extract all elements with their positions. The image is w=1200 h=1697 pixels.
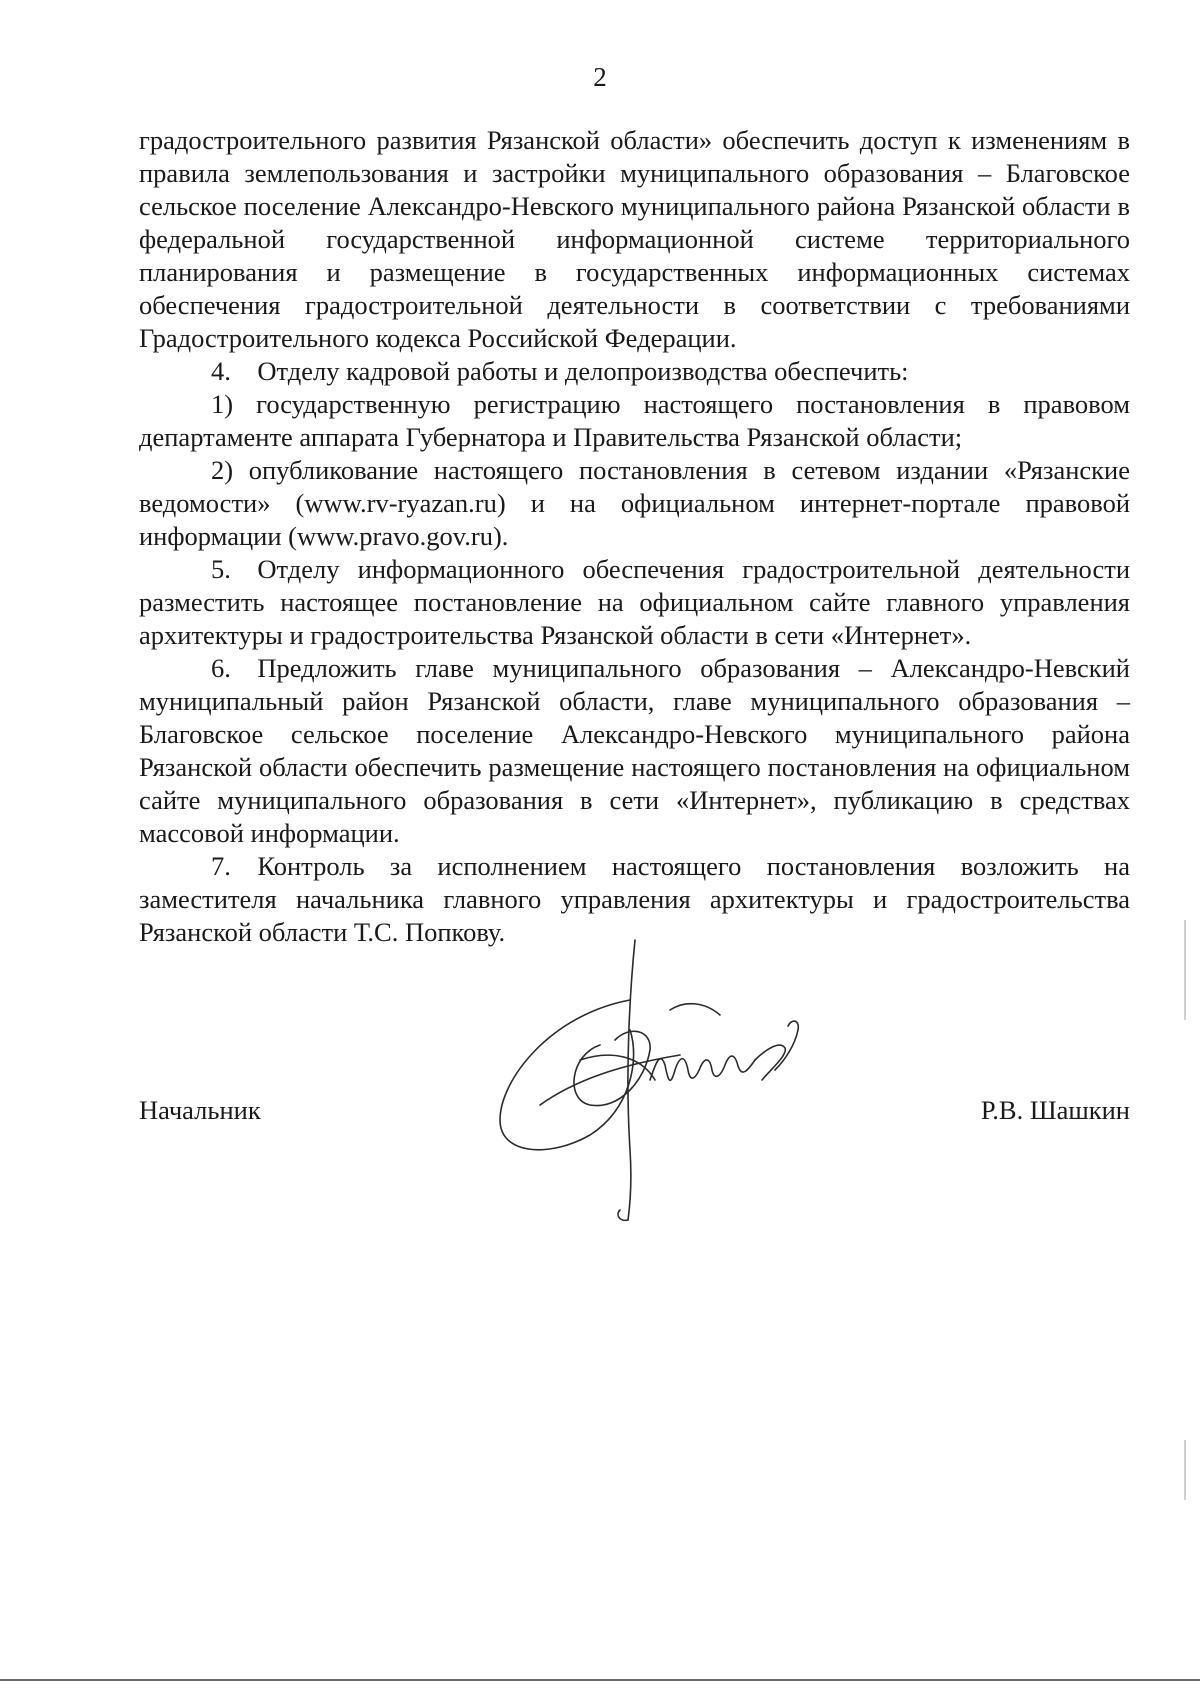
- scan-artifact: [1184, 1440, 1186, 1500]
- signatory-name: Р.В. Шашкин: [980, 1095, 1130, 1125]
- paragraph-item-4: 4. Отделу кадровой работы и делопроизводства обеспечить:: [211, 356, 909, 386]
- paragraph-item-6: 6. Предложить главе муниципального образования – Александро-Невский муниципальный район Рязанской области, главе муниципального образования – Благовское сельское поселение Александро-Невского муниципального района Рязанской области обеспечить размещение настоящего постановления на официальном сайте муниципального образования в сети «Интернет», публикацию в средствах массовой информации.: [139, 653, 1130, 848]
- paragraph-subitem-2: 2) опубликование настоящего постановления в сетевом издании «Рязанские ведомости» (www.rv-ryazan.ru) и на официальном интернет-портале правовой информации (www.pravo.gov.ru).: [139, 455, 1130, 551]
- signatory-title: Начальник: [139, 1095, 261, 1125]
- document-body: [139, 124, 1130, 949]
- paragraph-item-5: 5. Отделу информационного обеспечения градостроительной деятельности разместить настоящее постановление на официальном сайте главного управления архитектуры и градостроительства Рязанской области в сети «Интернет».: [139, 554, 1130, 650]
- scan-bottom-edge: [0, 1679, 1200, 1681]
- paragraph-subitem-1: 1) государственную регистрацию настоящего постановления в правовом департаменте аппарата Губернатора и Правительства Рязанской области;: [139, 389, 1130, 452]
- scan-artifact: [1184, 920, 1186, 1020]
- page-number: 2: [593, 62, 607, 92]
- paragraph-1: градостроительного развития Рязанской области» обеспечить доступ к изменениям в правила землепользования и застройки муниципального образования – Благовское сельское поселение Александро-Невского муниципального района Рязанской области в федеральной государственной информационной системе территориального планирования и размещение в государственных информационных системах обеспечения градостроительной деятельности в соответствии с требованиями Градостроительного кодекса Российской Федерации.: [139, 125, 1130, 353]
- handwritten-signature: [480, 930, 860, 1230]
- paragraph-item-7: 7. Контроль за исполнением настоящего постановления возложить на заместителя начальника главного управления архитектуры и градостроительства Рязанской области Т.С. Попкову.: [139, 851, 1130, 947]
